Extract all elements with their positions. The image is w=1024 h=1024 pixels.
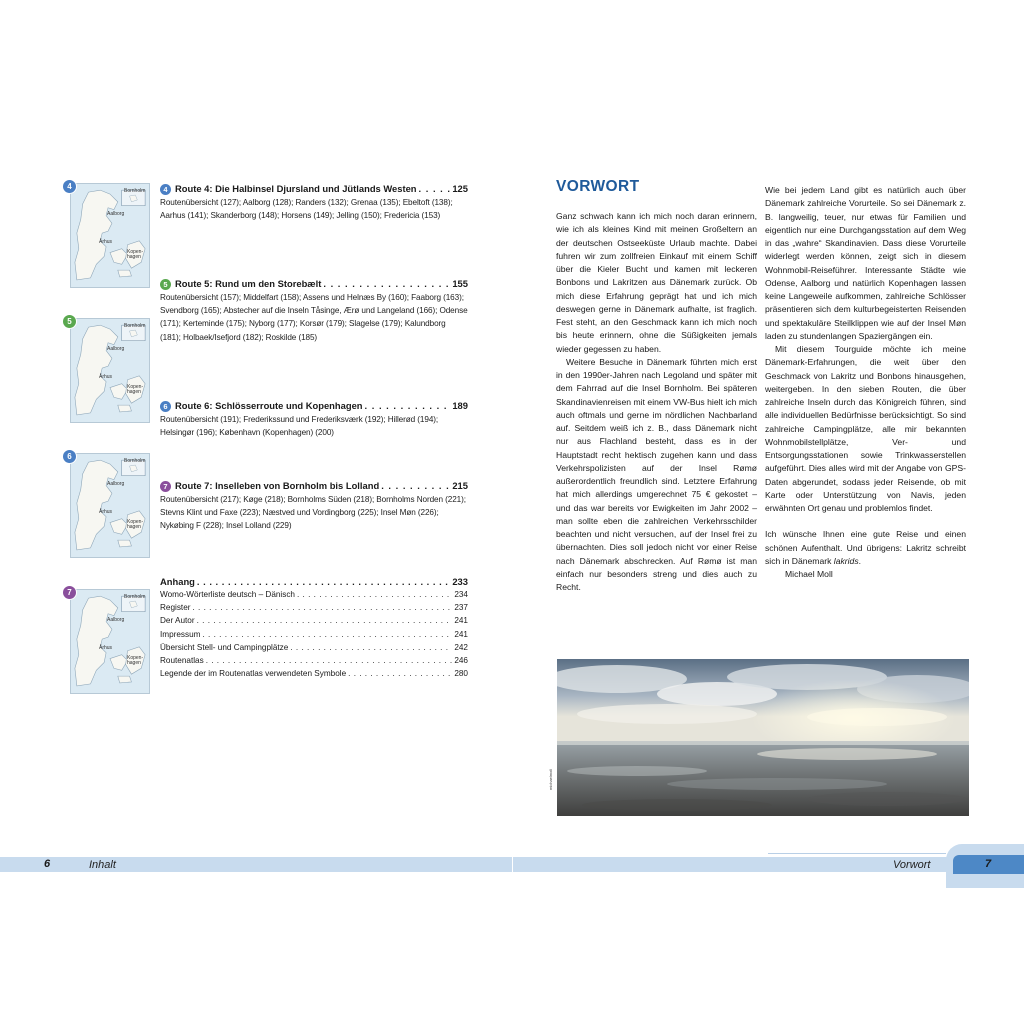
denmark-map-icon bbox=[71, 590, 149, 693]
footer-rule bbox=[768, 853, 946, 854]
route-number-badge: 6 bbox=[62, 449, 77, 464]
leader-dots bbox=[193, 601, 453, 614]
leader-dots bbox=[197, 614, 453, 627]
toc-label: Anhang bbox=[160, 576, 195, 587]
foreword-column-2 bbox=[765, 184, 966, 581]
map-label-aarhus: Århus bbox=[99, 239, 113, 245]
leader-dots bbox=[365, 400, 451, 412]
route-page-number: 125 bbox=[452, 183, 468, 194]
map-label-bornholm: Bornholm bbox=[124, 323, 146, 329]
route-badge: 4 bbox=[160, 184, 171, 195]
leader-dots bbox=[197, 576, 450, 588]
photo-credit: michaelmoll bbox=[548, 768, 553, 790]
map-label-aalborg: Aalborg bbox=[107, 346, 125, 352]
route-page-number: 155 bbox=[452, 278, 468, 289]
toc-page-number: 241 bbox=[454, 629, 468, 639]
leader-dots bbox=[381, 480, 450, 492]
route-number-badge: 4 bbox=[62, 179, 77, 194]
footer-bar-left bbox=[0, 857, 512, 872]
right-running-head: Vorwort bbox=[893, 859, 931, 871]
route-stops: Routenübersicht (127); Aalborg (128); Randers (132); Grenaa (135); Ebeltoft (138); Aarhus (141); Skanderborg (148); Horsens (149); Jelling (150); Fredericia (153) bbox=[160, 198, 453, 221]
beach-photo bbox=[557, 659, 969, 816]
toc-label: Impressum bbox=[160, 629, 201, 639]
route-heading bbox=[160, 183, 468, 195]
toc-label: Routenatlas bbox=[160, 656, 204, 666]
map-label-kopenhagen: Kopen-hagen bbox=[127, 249, 144, 260]
foreword-paragraph: Ganz schwach kann ich mich noch daran erinnern, wie ich als kleines Kind mit meinen Großeltern an der deutschen Ostseeküste Urlaub machte. Dabei fuhren wir zum zollfreien Einkauf mit einem Schiff über die Kieler Bucht und kamen mit leckeren Bonbons und Lakritzen aus Dänemark zurück. Ob mich diese Erfahrung geprägt hat und ich mich deswegen gerne in Dänemark aufhalte, ist fraglich. Fest steht, an den Geschmack kann ich mich noch bis heute erinnern, ohne die Süßigkeiten jemals wieder gegessen zu haben. bbox=[556, 211, 757, 354]
toc-label: Übersicht Stell- und Campingplätze bbox=[160, 642, 289, 652]
map-label-aalborg: Aalborg bbox=[107, 617, 125, 623]
left-running-head: Inhalt bbox=[89, 859, 116, 871]
left-page-number: 6 bbox=[44, 858, 51, 870]
route-stops: Routenübersicht (157); Middelfart (158); Assens und Helnæs By (160); Faaborg (163); Svendborg (165); Abstecher auf die Inseln Tåsinge, Ærø und Langeland (166); Odense (171); Kerteminde (175); Nyborg (177); Korsør (179); Slagelse (179); Kalundborg (181); Holbaek/Isefjord (182); Roskilde (185) bbox=[160, 293, 468, 342]
toc-page-number: 237 bbox=[454, 603, 468, 613]
appendix-item[interactable] bbox=[160, 601, 468, 614]
beach-photo-illustration bbox=[557, 659, 969, 816]
appendix-toc bbox=[160, 576, 468, 680]
route-title: Route 4: Die Halbinsel Djursland und Jütlands Westen bbox=[175, 183, 417, 194]
route-heading bbox=[160, 400, 468, 412]
route-badge: 5 bbox=[160, 279, 171, 290]
leader-dots bbox=[290, 641, 452, 654]
toc-page-number: 233 bbox=[452, 576, 468, 587]
foreword-paragraph: Weitere Besuche in Dänemark führten mich erst in den 1990er-Jahren nach Legoland und später mit dem Fahrrad auf die Insel Bornholm. Bei späteren Skandinavienreisen mit einem VW-Bus hielt ich mich auch oftmals und gerne im nördlichen Nachbarland auf. Seitdem weiß ich z. B., dass Dänemark nicht nur aus Flachland besteht, dass es in der Hauptstadt recht hektisch zugehen kann und dass Verkehrspolizisten auf der Insel Rømø außerordentlich freundlich sind. Letztere Erfahrung hat mich allerdings umgerechnet 75 € gekostet – und das war bereits vor Ewigkeiten im Jahr 2002 – man sollte eben die zahlreichen Verkehrsschilder beachten und nicht versuchen, auf der Insel frei zu übernachten. Dies soll jedoch nicht vor einer Reise nach Dänemark abschrecken. Auf Rømø ist man einfach nur besonders streng und dies auch zu Recht. bbox=[556, 356, 757, 592]
leader-dots bbox=[323, 278, 450, 290]
map-label-aalborg: Aalborg bbox=[107, 211, 125, 217]
map-label-aalborg: Aalborg bbox=[107, 481, 125, 487]
toc-label: Der Autor bbox=[160, 616, 195, 626]
map-label-aarhus: Århus bbox=[99, 509, 113, 515]
closing-paragraph: Ich wünsche Ihnen eine gute Reise und einen schönen Aufenthalt. Und übrigens: Lakritz schreibt sich in Dänemark lakrids. bbox=[765, 529, 966, 566]
appendix-item[interactable] bbox=[160, 654, 468, 667]
toc-page-number: 234 bbox=[454, 590, 468, 599]
appendix-item[interactable] bbox=[160, 641, 468, 654]
route-title: Route 7: Inselleben von Bornholm bis Lolland bbox=[175, 480, 380, 491]
route-page-number: 215 bbox=[452, 480, 468, 491]
appendix-item[interactable] bbox=[160, 628, 468, 641]
appendix-item[interactable] bbox=[160, 667, 468, 680]
denmark-map-icon bbox=[71, 184, 149, 287]
map-label-kopenhagen: Kopen-hagen bbox=[127, 519, 144, 530]
route-entry[interactable] bbox=[160, 480, 468, 533]
map-label-aarhus: Århus bbox=[99, 645, 113, 651]
route-badge: 6 bbox=[160, 401, 171, 412]
toc-page-number: 280 bbox=[454, 669, 468, 679]
route-entry[interactable] bbox=[160, 183, 468, 222]
route-number-badge: 5 bbox=[62, 314, 77, 329]
route-stops: Routenübersicht (191); Frederikssund und Frederiksværk (192); Hillerød (194); Helsingør (196); København (Kopenhagen) (200) bbox=[160, 415, 439, 438]
map-label-bornholm: Bornholm bbox=[124, 594, 146, 600]
route-page-number: 189 bbox=[452, 400, 468, 411]
leader-dots bbox=[203, 628, 453, 641]
leader-dots bbox=[348, 667, 452, 680]
page-gutter bbox=[512, 854, 513, 872]
map-label-kopenhagen: Kopen-hagen bbox=[127, 384, 144, 395]
denmark-map-icon bbox=[71, 319, 149, 422]
route-title: Route 5: Rund um den Storebælt bbox=[175, 278, 322, 289]
toc-page-number: 242 bbox=[454, 642, 468, 652]
appendix-item[interactable] bbox=[160, 614, 468, 627]
route-map-thumbnail bbox=[70, 453, 150, 558]
foreword-paragraph: Mit diesem Tourguide möchte ich meine Dänemark-Erfahrungen, die weit über den Geschmack von Lakritz und Bonbons hinausgehen, weitergeben. In den sieben Routen, die über zahlreiche Inseln durch das Königreich führen, sind alle individuellen Bedürfnisse berücksichtigt. So sind zahlreiche Campingplätze, alle mir bekannten Wohnmobilstellplätze, Ver- und Entsorgungsstationen sowie Trinkwasserstellen aufgeführt. Dies alles wird mit der Angabe von GPS-Daten abgerundet, sodass jeder Reisende, ob mit Karte oder Unterstützung von Navis, jeden erwähnten Ort genau und problemlos findet. bbox=[765, 344, 966, 513]
map-label-aarhus: Århus bbox=[99, 374, 113, 380]
leader-dots bbox=[419, 183, 451, 195]
route-map-thumbnail bbox=[70, 183, 150, 288]
map-label-bornholm: Bornholm bbox=[124, 458, 146, 464]
right-page-number: 7 bbox=[985, 858, 992, 870]
toc-page-number: 241 bbox=[454, 616, 468, 626]
leader-dots bbox=[206, 654, 453, 667]
route-entry[interactable] bbox=[160, 400, 468, 439]
appendix-item[interactable] bbox=[160, 588, 468, 601]
foreword-column-1 bbox=[556, 210, 757, 594]
toc-page-number: 246 bbox=[454, 656, 468, 666]
map-label-bornholm: Bornholm bbox=[124, 188, 146, 194]
map-label-kopenhagen: Kopen-hagen bbox=[127, 655, 144, 666]
toc-label: Legende der im Routenatlas verwendeten Symbole bbox=[160, 669, 347, 679]
route-title: Route 6: Schlösserroute und Kopenhagen bbox=[175, 400, 363, 411]
leader-dots bbox=[297, 588, 452, 601]
route-map-thumbnail bbox=[70, 589, 150, 694]
route-badge: 7 bbox=[160, 481, 171, 492]
route-heading bbox=[160, 278, 468, 290]
appendix-heading[interactable] bbox=[160, 576, 468, 588]
route-heading bbox=[160, 480, 468, 492]
toc-label: Womo-Wörterliste deutsch – Dänisch bbox=[160, 590, 295, 599]
author-signature: Michael Moll bbox=[785, 569, 833, 579]
route-number-badge: 7 bbox=[62, 585, 77, 600]
route-stops: Routenübersicht (217); Køge (218); Bornholms Süden (218); Bornholms Norden (221); Stevns Klint und Faxe (223); Næstved und Vordingborg (225); Insel Møn (226); Nykøbing F (228); Insel Lolland (229) bbox=[160, 495, 466, 531]
foreword-paragraph: Wie bei jedem Land gibt es natürlich auch über Dänemark zahlreiche Vorurteile. So sei Dänemark z. B. langweilig, teuer, nur etwas für Familien und eigentlich nur eine Durchgangsstation auf dem Weg in das „wahre“ Skandinavien. Dass diese Vorurteile widerlegt werden können, zeigt sich in diesem Wohnmobil-Reiseführer. Interessante Städte wie Odense, Aalborg und natürlich Kopenhagen lassen keine Langeweile aufkommen, zahlreiche Schlösser präsentieren sich dem kulturbegeisterten Reisenden und spektakuläre Steilklippen wie auf der Insel Møn laden zu stundenlangen Spaziergängen ein. bbox=[765, 185, 966, 341]
route-map-thumbnail bbox=[70, 318, 150, 423]
denmark-map-icon bbox=[71, 454, 149, 557]
route-entry[interactable] bbox=[160, 278, 468, 344]
toc-label: Register bbox=[160, 603, 191, 613]
page-title: VORWORT bbox=[556, 178, 640, 195]
